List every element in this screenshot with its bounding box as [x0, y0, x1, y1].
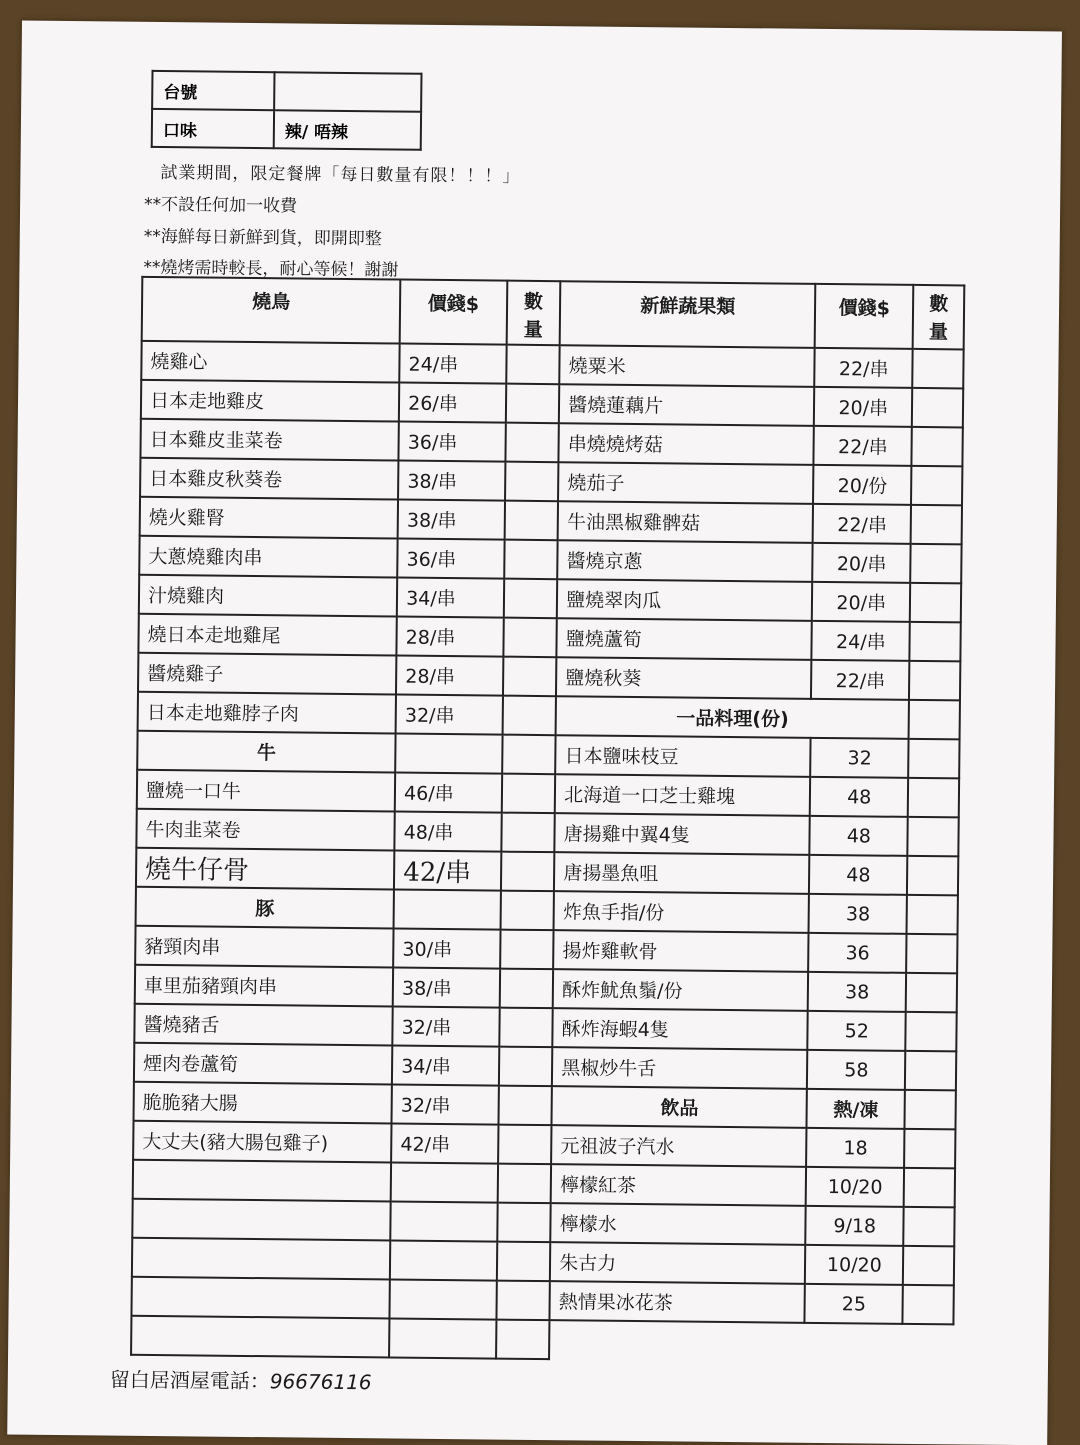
item-name: 燒茄子: [558, 462, 813, 504]
item-price: 34/串: [397, 578, 504, 618]
item-name: 酥炸海蝦4隻: [553, 1008, 808, 1050]
item-name: 鹽燒一口牛: [137, 770, 396, 812]
notice-grill-time: **燒烤需時較長，耐心等候！謝謝: [143, 257, 399, 281]
item-name: 日本雞皮秋葵卷: [140, 458, 399, 500]
item-price: [390, 1240, 497, 1280]
qty-cell[interactable]: [505, 384, 559, 424]
taste-value[interactable]: 辣/ 唔辣: [274, 110, 421, 150]
item-name: 檸檬水: [550, 1203, 805, 1245]
item-price: [390, 1201, 497, 1241]
item-name: 日本走地雞皮: [141, 380, 400, 422]
qty-cell[interactable]: [911, 544, 962, 584]
qty-cell[interactable]: [503, 657, 557, 697]
qty-cell[interactable]: [497, 1164, 551, 1204]
qty-cell: [502, 735, 556, 775]
item-name: 醬燒豬舌: [134, 1004, 393, 1046]
item-name: [133, 1160, 392, 1202]
item-price: 20/串: [814, 387, 912, 427]
item-price: 36: [808, 933, 906, 973]
table-row: [131, 1316, 953, 1364]
item-price: [395, 734, 502, 774]
item-name: 日本雞皮韭菜卷: [140, 419, 399, 461]
qty-cell[interactable]: [499, 969, 553, 1009]
qty-cell[interactable]: [903, 1285, 954, 1325]
qty-cell[interactable]: [909, 661, 960, 701]
qty-cell: [905, 1090, 956, 1130]
section-heading: 飲品: [552, 1086, 807, 1128]
qty-cell[interactable]: [912, 427, 963, 467]
item-price: 26/串: [399, 383, 506, 423]
qty-cell: [500, 891, 554, 931]
item-name: 鹽燒秋葵: [556, 657, 811, 699]
section-heading: 牛: [137, 731, 396, 773]
qty-cell[interactable]: [907, 895, 958, 935]
item-price: [390, 1279, 497, 1319]
qty-cell[interactable]: [505, 462, 559, 502]
empty-cell: [549, 1320, 953, 1363]
item-price: 32/串: [392, 1084, 499, 1124]
qty-cell: [909, 700, 960, 740]
col-header-qty-left: 數量: [506, 281, 560, 346]
item-price: 25: [805, 1284, 903, 1324]
header-table: [151, 70, 423, 151]
footer-phone: [110, 1364, 372, 1396]
item-name: 燒粟米: [559, 345, 814, 387]
item-price: 32: [810, 738, 908, 778]
item-price: 42/串: [391, 1123, 498, 1163]
item-price: 42/串: [394, 851, 501, 891]
notice-seafood: **海鮮每日新鮮到貨，即開即整: [143, 226, 382, 250]
qty-cell[interactable]: [498, 1125, 552, 1165]
qty-cell[interactable]: [903, 1246, 954, 1286]
qty-cell[interactable]: [911, 505, 962, 545]
item-name: 唐揚墨魚咀: [554, 852, 809, 894]
item-price: 22/串: [813, 504, 911, 544]
item-name: 炸魚手指/份: [554, 891, 809, 933]
qty-cell[interactable]: [501, 774, 555, 814]
item-price: 34/串: [392, 1045, 499, 1085]
item-name: 汁燒雞肉: [139, 575, 398, 617]
item-price: [394, 889, 501, 929]
item-price: 38/串: [398, 500, 505, 540]
col-header-vegetables: 新鮮蔬果類: [560, 281, 816, 348]
qty-cell[interactable]: [506, 345, 560, 385]
item-price: 22/串: [815, 348, 913, 388]
item-name: 揚炸雞軟骨: [553, 930, 808, 972]
item-price: 32/串: [396, 695, 503, 735]
qty-cell[interactable]: [499, 1008, 553, 1048]
item-name: [132, 1199, 391, 1241]
item-name: 燒雞心: [141, 341, 400, 383]
item-price: 52: [808, 1011, 906, 1051]
qty-cell[interactable]: [505, 423, 559, 463]
item-price: 9/18: [806, 1206, 904, 1246]
item-price: 38: [808, 972, 906, 1012]
qty-cell[interactable]: [504, 540, 558, 580]
item-price: 48: [810, 816, 908, 856]
qty-cell[interactable]: [498, 1047, 552, 1087]
item-price: 10/20: [806, 1167, 904, 1207]
item-name: 脆脆豬大腸: [134, 1082, 393, 1124]
item-price: 38/串: [398, 461, 505, 501]
item-price: 46/串: [395, 773, 502, 813]
item-price: 熱/凍: [807, 1089, 905, 1129]
table-number-field[interactable]: [274, 72, 421, 112]
item-name: 牛肉韭菜卷: [136, 809, 395, 851]
qty-cell[interactable]: [906, 973, 957, 1013]
item-name: 車里茄豬頸肉串: [135, 965, 394, 1007]
taste-label: 口味: [152, 109, 274, 148]
col-header-price-right: 價錢$: [815, 284, 914, 349]
item-name: 煙肉卷蘆筍: [134, 1043, 393, 1085]
footer-phone-label: 留白居酒屋電話：: [109, 1367, 270, 1394]
item-name: 燒火雞腎: [140, 497, 399, 539]
item-price: 58: [807, 1050, 905, 1090]
qty-cell[interactable]: [913, 349, 964, 389]
item-price: 38/串: [393, 967, 500, 1007]
item-name: 鹽燒翠肉瓜: [557, 579, 812, 621]
item-name: 日本走地雞脖子肉: [138, 692, 397, 734]
item-name: [131, 1277, 390, 1319]
section-heading: 豚: [136, 887, 395, 929]
qty-cell[interactable]: [500, 852, 554, 892]
item-price: 32/串: [392, 1006, 499, 1046]
item-name: 黑椒炒牛舌: [552, 1047, 807, 1089]
notice-no-service-charge: **不設任何加一收費: [144, 194, 298, 217]
item-price: 10/20: [805, 1245, 903, 1285]
qty-cell[interactable]: [497, 1203, 551, 1243]
col-header-qty-right: 數量: [913, 285, 964, 350]
qty-cell[interactable]: [906, 1012, 957, 1052]
qty-cell[interactable]: [904, 1207, 955, 1247]
item-price: 38: [809, 894, 907, 934]
qty-cell[interactable]: [908, 817, 959, 857]
item-name: 朱古力: [550, 1242, 805, 1284]
item-price: 22/串: [814, 426, 912, 466]
notice-trial: 試業期間，限定餐牌「每日數量有限！！！」: [160, 163, 521, 187]
item-price: [391, 1162, 498, 1202]
item-price: 20/串: [812, 582, 910, 622]
qty-cell[interactable]: [498, 1086, 552, 1126]
item-name: [131, 1316, 390, 1358]
qty-cell[interactable]: [906, 934, 957, 974]
qty-cell[interactable]: [504, 501, 558, 541]
qty-cell[interactable]: [911, 466, 962, 506]
menu-sheet: [7, 21, 1062, 1445]
qty-cell[interactable]: [907, 856, 958, 896]
section-heading: 一品料理(份): [556, 696, 910, 739]
qty-cell[interactable]: [496, 1281, 550, 1321]
qty-cell[interactable]: [912, 388, 963, 428]
item-name: [132, 1238, 391, 1280]
qty-cell[interactable]: [496, 1320, 550, 1360]
item-price: [389, 1318, 496, 1358]
col-header-yakitori: 燒鳥: [142, 277, 401, 344]
item-name: 牛油黑椒雞髀菇: [558, 501, 813, 543]
qty-cell[interactable]: [502, 696, 556, 736]
item-name: 醬燒雞子: [138, 653, 397, 695]
item-name: 燒日本走地雞尾: [138, 614, 397, 656]
item-name: 酥炸魷魚鬚/份: [553, 969, 808, 1011]
item-price: 18: [806, 1128, 904, 1168]
item-name: 大丈夫(豬大腸包雞子): [133, 1121, 392, 1163]
item-name: 日本鹽味枝豆: [555, 735, 810, 777]
item-price: 20/份: [813, 465, 911, 505]
item-name: 大蔥燒雞肉串: [139, 536, 398, 578]
qty-cell[interactable]: [910, 583, 961, 623]
qty-cell[interactable]: [501, 813, 555, 853]
qty-cell[interactable]: [503, 579, 557, 619]
item-price: 36/串: [397, 539, 504, 579]
item-price: 24/串: [399, 344, 506, 384]
item-price: 36/串: [399, 422, 506, 462]
item-name: 唐揚雞中翼4隻: [555, 813, 810, 855]
qty-cell[interactable]: [503, 618, 557, 658]
item-name: 醬燒蓮藕片: [559, 384, 814, 426]
item-name: 豬頸肉串: [135, 926, 394, 968]
item-price: 48/串: [395, 812, 502, 852]
qty-cell[interactable]: [904, 1168, 955, 1208]
qty-cell[interactable]: [500, 930, 554, 970]
item-price: 30/串: [393, 928, 500, 968]
item-price: 24/串: [812, 621, 910, 661]
item-name: 北海道一口芝士雞塊: [555, 774, 810, 816]
item-name: 串燒燒烤菇: [559, 423, 814, 465]
item-price: 22/串: [811, 660, 909, 700]
item-price: 28/串: [396, 656, 503, 696]
qty-cell[interactable]: [910, 622, 961, 662]
qty-cell[interactable]: [908, 778, 959, 818]
footer-phone-number: 96676116: [269, 1369, 372, 1395]
item-name: 檸檬紅茶: [551, 1164, 806, 1206]
menu-table: [130, 276, 965, 1365]
item-name: 燒牛仔骨: [136, 848, 395, 890]
item-name: 熱情果冰花茶: [550, 1281, 805, 1323]
table-number-label: 台號: [152, 71, 274, 110]
item-price: 48: [809, 855, 907, 895]
qty-cell[interactable]: [496, 1242, 550, 1282]
qty-cell[interactable]: [905, 1051, 956, 1091]
qty-cell[interactable]: [904, 1129, 955, 1169]
item-name: 醬燒京蔥: [557, 540, 812, 582]
qty-cell[interactable]: [909, 739, 960, 779]
item-name: 元祖波子汽水: [551, 1125, 806, 1167]
item-name: 鹽燒蘆筍: [557, 618, 812, 660]
item-price: 20/串: [812, 543, 910, 583]
item-price: 48: [810, 777, 908, 817]
col-header-price-left: 價錢$: [400, 280, 507, 345]
item-price: 28/串: [397, 617, 504, 657]
